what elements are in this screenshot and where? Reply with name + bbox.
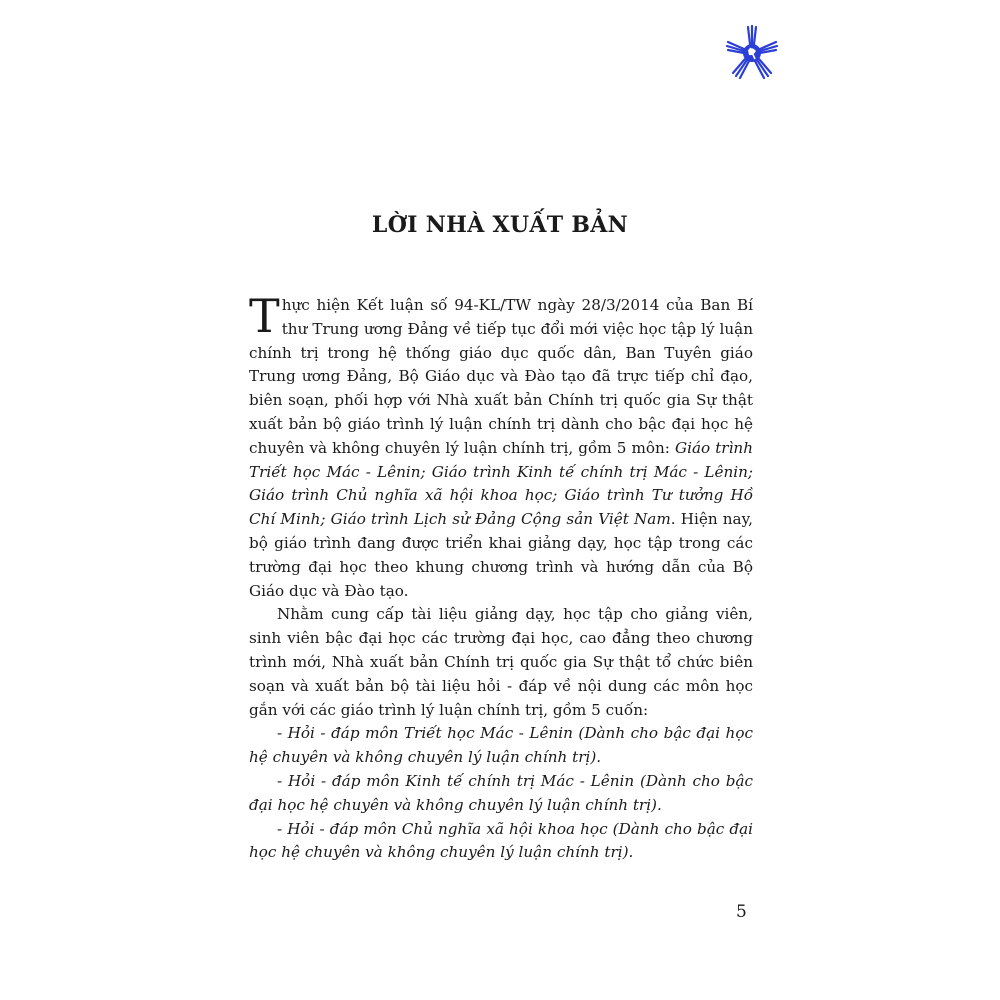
page-title: LỜI NHÀ XUẤT BẢN [371,212,629,238]
paragraph-1 [249,289,753,603]
publisher-star-logo-icon [722,22,782,82]
list-item-text: - Hỏi - đáp môn Triết học Mác - Lênin (Dành cho bậc đại học hệ chuyên và không chuyên lý luận chính trị). [249,724,753,767]
list-item-text: - Hỏi - đáp môn Chủ nghĩa xã hội khoa học (Dành cho bậc đại học hệ chuyên và không chuyên lý luận chính trị). [249,819,753,862]
list-item [249,770,753,818]
paragraph-2: Nhằm cung cấp tài liệu giảng dạy, học tập cho giảng viên, sinh viên bậc đại học các trường đại học, cao đẳng theo chương trình mới, Nhà xuất bản Chính trị quốc gia Sự thật tổ chức biên soạn và xuất bản bộ tài liệu hỏi - đáp về nội dung các môn học gắn với các giáo trình lý luận chính trị, gồm 5 cuốn: [249,605,753,719]
drop-cap: T [249,289,280,343]
list-item-text: - Hỏi - đáp môn Kinh tế chính trị Mác - Lênin (Dành cho bậc đại học hệ chuyên và không chuyên lý luận chính trị). [249,771,753,814]
list-item [249,818,753,866]
paragraph-1-text-a: hực hiện Kết luận số 94-KL/TW ngày 28/3/2014 của Ban Bí thư Trung ương Đảng về tiếp tục đổi mới việc học tập lý luận chính trị trong hệ thống giáo dục quốc dân, Ban Tuyên giáo Trung ương Đảng, Bộ Giáo dục và Đào tạo đã trực tiếp chỉ đạo, biên soạn, phối hợp với Nhà xuất bản Chính trị quốc gia Sự thật xuất bản bộ giáo trình lý luận chính trị dành cho bậc đại học hệ chuyên và không chuyên lý luận chính trị, gồm 5 môn: [249,296,753,457]
preface-body [249,289,753,865]
list-item [249,722,753,770]
page-number: 5 [736,902,747,922]
paragraph-1-text-b: . Hiện nay, bộ giáo trình đang được triển khai giảng dạy, học tập trong các trường đại học theo khung chương trình và hướng dẫn của Bộ Giáo dục và Đào tạo. [249,510,753,600]
paragraph-1-italic-titles: Giáo trình Triết học Mác - Lênin; Giáo trình Kinh tế chính trị Mác - Lênin; Giáo trình Chủ nghĩa xã hội khoa học; Giáo trình Tư tưởng Hồ Chí Minh; Giáo trình Lịch sử Đảng Cộng sản Việt Nam [249,438,753,529]
